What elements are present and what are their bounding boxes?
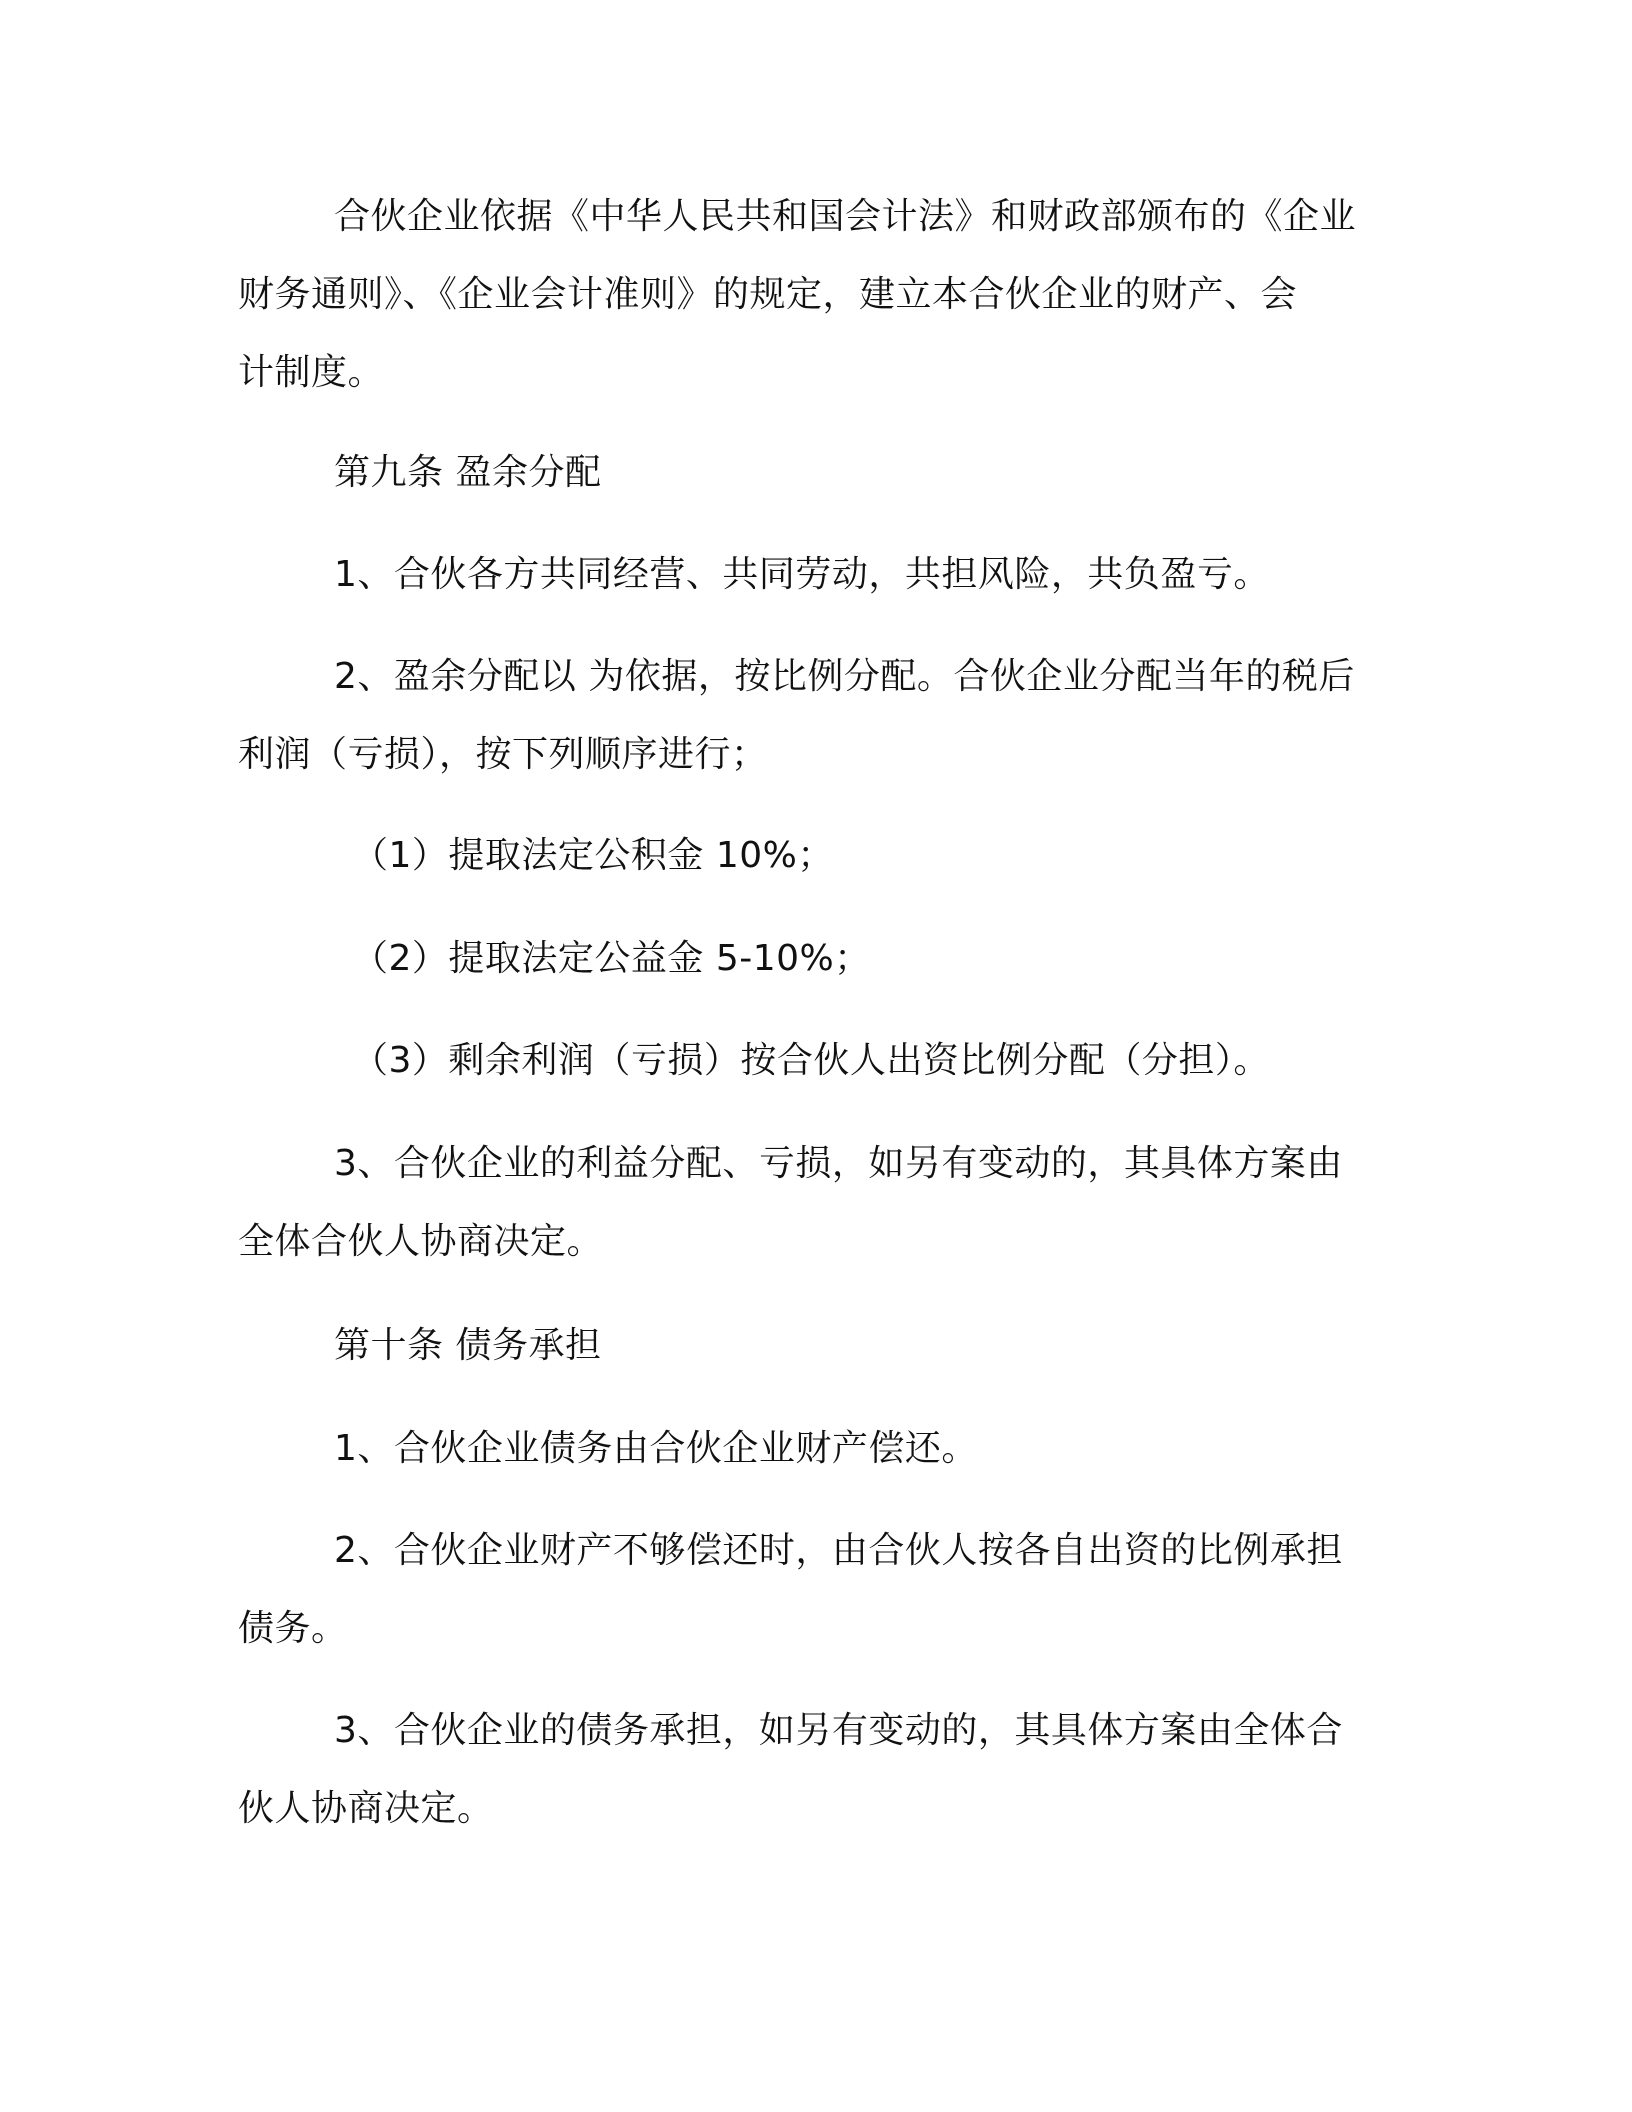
article-10-clause-3 <box>238 1692 1388 1848</box>
article-9-clause-2 <box>238 638 1388 794</box>
article-9-item-2: （2）提取法定公益金 5-10%； <box>352 938 871 979</box>
intro-line-3: 计制度。 <box>238 352 385 393</box>
article-9-clause-1: 1、合伙各方共同经营、共同劳动，共担风险，共负盈亏。 <box>334 554 1270 595</box>
article-10-clause-3-line-1: 3、合伙企业的债务承担，如另有变动的，其具体方案由全体合 <box>334 1710 1343 1751</box>
article-10-clause-2-line-1: 2、合伙企业财产不够偿还时，由合伙人按各自出资的比例承担 <box>334 1530 1343 1571</box>
article-10-clause-3-line-2: 伙人协商决定。 <box>238 1788 494 1829</box>
article-10-clause-2 <box>238 1512 1388 1668</box>
article-9-clause-2-line-2: 利润（亏损），按下列顺序进行； <box>238 734 768 775</box>
article-10-clause-1: 1、合伙企业债务由合伙企业财产偿还。 <box>334 1428 978 1469</box>
article-9-item-1: （1）提取法定公积金 10%； <box>352 835 834 876</box>
article-10-clause-2-line-2: 债务。 <box>238 1608 348 1649</box>
article-9-clause-3-line-2: 全体合伙人协商决定。 <box>238 1221 604 1262</box>
article-9-heading: 第九条 盈余分配 <box>334 452 602 493</box>
article-9-clause-2-line-1: 2、盈余分配以 为依据，按比例分配。合伙企业分配当年的税后 <box>334 656 1355 697</box>
intro-line-1: 合伙企业依据《中华人民共和国会计法》和财政部颁布的《企业 <box>334 196 1357 237</box>
intro-paragraph <box>238 178 1388 412</box>
article-9-clause-3-line-1: 3、合伙企业的利益分配、亏损，如另有变动的，其具体方案由 <box>334 1143 1343 1184</box>
article-9-item-3: （3）剩余利润（亏损）按合伙人出资比例分配（分担）。 <box>352 1040 1270 1081</box>
article-9-clause-3 <box>238 1125 1388 1281</box>
intro-line-2: 财务通则》、《企业会计准则》的规定，建立本合伙企业的财产、会 <box>238 274 1298 315</box>
article-10-heading: 第十条 债务承担 <box>334 1325 602 1366</box>
